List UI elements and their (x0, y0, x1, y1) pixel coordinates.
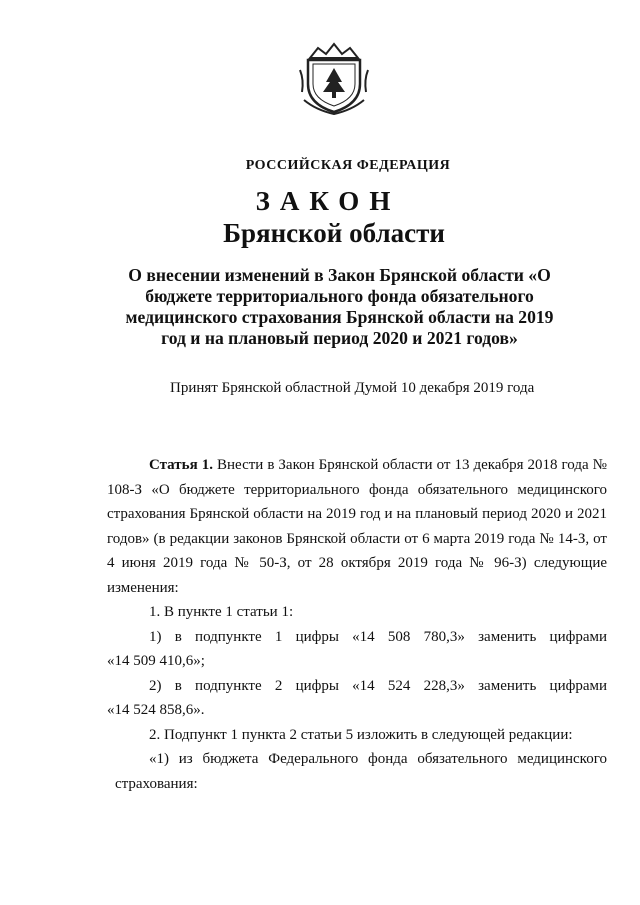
law-subject: О внесении изменений в Закон Брянской области «О бюджете территориального фонда обязательного медицинского страхования Брянской области на 2019 год и на плановый период 2020 и 2021 годов» (125, 265, 554, 348)
item-1-2-line-2: «14 524 858,6». (107, 702, 205, 718)
item-1: 1. В пункте 1 статьи 1: (149, 604, 294, 620)
article-text: Внести в Закон Брянской области от 13 декабря 2018 года № 108-З «О бюджете территориального фонда обязательного медицинского страхования Брянской области на 2019 год и на плановый период 2020 и 2021 годов» (в редакции законов Брянской области от 6 марта 2019 года № 14-З, от 4 июня 2019 года № 50-З, от 28 октября 2019 года № 96-З) следующие изменения: (107, 457, 607, 596)
region-name: Брянской области (223, 218, 445, 248)
item-2: 2. Подпункт 1 пункта 2 статьи 5 изложить в следующей редакции: (149, 726, 573, 743)
law-body (107, 453, 607, 796)
item-2-1-line-1: «1) из бюджета Федерального фонда обязательного медицинского (149, 751, 607, 767)
country-name: РОССИЙСКАЯ ФЕДЕРАЦИЯ (245, 158, 451, 173)
item-1-1-line-1: 1) в подпункте 1 цифры «14 508 780,3» заменить цифрами (149, 628, 607, 645)
item-2-1-line-2: страхования: (115, 775, 198, 792)
bryansk-coat-of-arms-icon (296, 40, 372, 116)
item-1-1-line-2: «14 509 410,6»; (107, 653, 205, 669)
article-label: Статья 1. (149, 457, 213, 473)
article-1-paragraph (107, 453, 607, 600)
document-type: ЗАКОН (255, 186, 401, 216)
item-1-2-line-1: 2) в подпункте 2 цифры «14 524 228,3» заменить цифрами (149, 677, 607, 694)
adoption-note: Принят Брянской областной Думой 10 декабря 2019 года (170, 380, 535, 396)
